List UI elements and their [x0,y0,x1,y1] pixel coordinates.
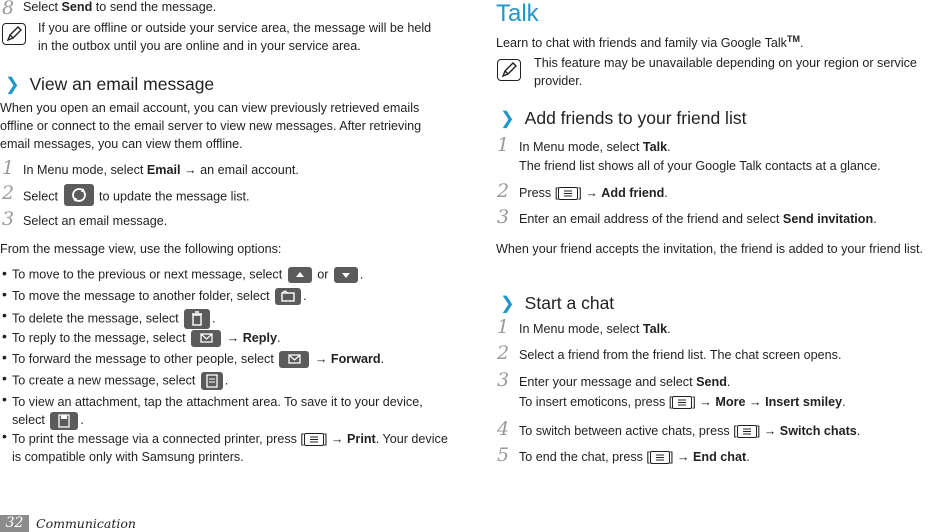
footer-section: Communication [36,516,136,531]
step-number: 5 [497,444,510,466]
save-icon[interactable] [50,412,78,430]
delete-icon[interactable] [184,309,210,329]
menu-key-icon [672,396,692,409]
page-number: 32 [0,515,29,532]
step-text: Enter your message and select Send. [519,375,731,389]
list-item: To reply to the message, select → Reply. [12,330,281,347]
step-number: 1 [497,134,510,156]
step-number: 1 [497,316,510,338]
options-intro: From the message view, use the following options: [0,242,282,256]
section-title: ❯ Start a chat [500,293,615,313]
menu-key-icon [558,187,578,200]
step-number: 2 [497,180,510,202]
step-number: 3 [497,206,510,228]
compose-icon[interactable] [201,372,223,390]
step-text: In Menu mode, select Email → an email account. [23,163,299,177]
step-number: 2 [2,182,15,204]
section-title: ❯ View an email message [5,74,215,94]
step-text: Select Send to send the message. [23,0,217,14]
menu-key-icon [650,451,670,464]
note-pencil-icon [497,59,521,81]
list-item: To print the message via a connected printer, press [ ] → Print. Your device is compatible only with Samsung printers. [12,432,448,464]
section-title: ❯ Add friends to your friend list [500,108,747,128]
menu-key-icon [737,425,757,438]
list-item: To create a new message, select . [12,372,228,390]
note-pencil-icon [2,23,26,45]
step-number: 8 [2,0,15,19]
step-text: Select an email message. [23,214,168,228]
list-item: To view an attachment, tap the attachment area. To save it to your device, select . [12,393,452,430]
envelope-icon[interactable] [279,351,309,368]
step-text: To switch between active chats, press [ ] → Switch chats. [519,424,861,438]
page-title: Talk [496,0,539,27]
step-text: Select a friend from the friend list. The chat screen opens. [519,348,842,362]
section-outro: When your friend accepts the invitation, the friend is added to your friend list. [496,242,924,256]
note-text: This feature may be unavailable depending on your region or service provider. [534,56,917,88]
step-text: In Menu mode, select Talk. [519,322,671,336]
move-folder-icon[interactable] [275,288,301,305]
list-item: To forward the message to other people, select → Forward. [12,351,384,368]
list-item: To move the message to another folder, select . [12,288,307,305]
refresh-icon[interactable] [64,184,94,206]
step-text: Press [ ] → Add friend. [519,186,668,200]
intro-text: Learn to chat with friends and family via Google Talk™. [496,34,804,51]
step-subtext: To insert emoticons, press [ ] → More → Insert smiley. [519,395,846,409]
step-number: 3 [497,369,510,391]
step-number: 4 [497,418,510,440]
note-text: If you are offline or outside your service area, the message will be held in the outbox until you are online and in your service area. [38,21,432,53]
down-arrow-icon[interactable] [334,267,358,283]
list-item: To delete the message, select . [12,309,216,329]
up-arrow-icon[interactable] [288,267,312,283]
step-text: In Menu mode, select Talk. [519,140,671,154]
step-number: 3 [2,208,15,230]
step-text: Select to update the message list. [23,188,250,206]
step-number: 2 [497,342,510,364]
step-text: Enter an email address of the friend and select Send invitation. [519,212,877,226]
step-text: To end the chat, press [ ] → End chat. [519,450,750,464]
menu-key-icon [304,433,324,446]
list-item: To move to the previous or next message, select or . [12,267,364,282]
step-number: 1 [2,157,15,179]
envelope-icon[interactable] [191,330,221,347]
section-intro: When you open an email account, you can view previously retrieved emails offline or connect to the email server to view new messages. After retrieving email messages, you can view them offline. [0,101,422,151]
step-subtext: The friend list shows all of your Google Talk contacts at a glance. [519,159,881,173]
